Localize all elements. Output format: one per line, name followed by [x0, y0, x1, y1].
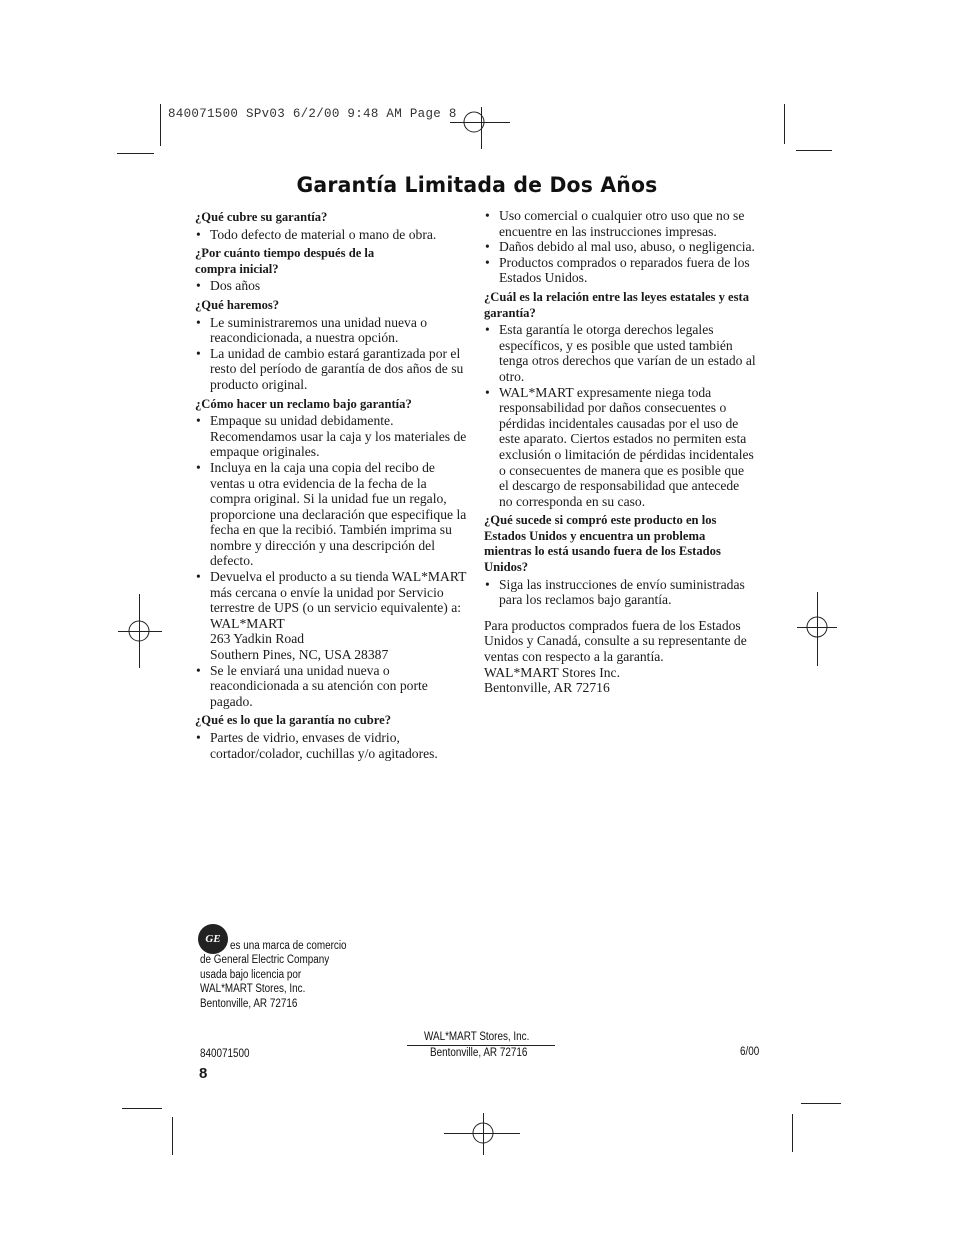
page-number: 8 [199, 1065, 208, 1082]
list-item: • Incluya en la caja una copia del recibo de ventas u otra evidencia de la fecha de la compra original. Si la unidad fue un regalo, proporcione una declaración que especifique la fecha en que la recibió. También imprima su nombre y dirección y una descripción del defecto. [195, 460, 467, 569]
page-title: Garantía Limitada de Dos Años [296, 173, 658, 197]
footer-city: Bentonville, AR 72716 [430, 1047, 528, 1059]
return-address [195, 616, 467, 663]
address-line: WAL*MART Stores Inc. [484, 664, 620, 680]
list-item: • Devuelva el producto a su tienda WAL*MART más cercana o envíe la unidad por Servicio terrestre de UPS (o un servicio equivalente) a: [195, 569, 467, 616]
section-heading: ¿Qué es lo que la garantía no cubre? [195, 713, 392, 728]
list-item: • Dos años [195, 278, 467, 294]
outside-us-paragraph: Para productos comprados fuera de los Estados Unidos y Canadá, consulte a su representante de ventas con respecto a la garantía. [484, 617, 747, 665]
trademark-line: es una marca de comercio [230, 940, 347, 952]
section-heading: ¿Qué haremos? [195, 297, 280, 312]
trademark-line: usada bajo licencia por [200, 968, 302, 981]
address-line: WAL*MART [210, 615, 285, 631]
section-heading: ¿Por cuánto tiempo después de la compra inicial? [195, 246, 375, 276]
section-not-covered [195, 713, 467, 761]
address-line: Southern Pines, NC, USA 28387 [210, 647, 389, 663]
trademark-line: WAL*MART Stores, Inc. [200, 983, 306, 995]
section-duration [195, 246, 467, 294]
list-item: • Productos comprados o reparados fuera de los Estados Unidos. [484, 255, 756, 286]
section-not-covered-continued [484, 208, 756, 286]
section-how-to-claim [195, 397, 467, 710]
section-heading: ¿Cuál es la relación entre las leyes estatales y esta garantía? [484, 289, 750, 320]
list-item: • Esta garantía le otorga derechos legales específicos, y es posible que usted también tenga otros derechos que varían de un estado al otro. [484, 322, 756, 384]
footer-date: 6/00 [740, 1046, 760, 1058]
trademark-text [200, 953, 329, 1011]
print-slug: 840071500 SPv03 6/2/00 9:48 AM Page 8 [168, 107, 457, 121]
list-item: • Todo defecto de material o mano de obra. [195, 227, 467, 243]
list-item: • Daños debido al mal uso, abuso, o negligencia. [484, 239, 756, 255]
list-item: • La unidad de cambio estará garantizada por el resto del período de garantía de dos años de su producto original. [195, 346, 467, 393]
list-item: • Uso comercial o cualquier otro uso que no se encuentre en las instrucciones impresas. [484, 208, 756, 239]
list-item: • Se le enviará una unidad nueva o reacondicionada a su atención con porte pagado. [195, 663, 467, 710]
section-coverage [195, 210, 467, 242]
left-column [195, 210, 467, 765]
section-heading: ¿Qué sucede si compró este producto en los Estados Unidos y encuentra un problema mientras lo está usando fuera de los Estados Unidos? [484, 513, 721, 575]
section-state-law [484, 290, 756, 509]
trademark-line: Bentonville, AR 72716 [200, 997, 298, 1010]
address-line: Bentonville, AR 72716 [484, 680, 610, 696]
right-column [484, 208, 756, 696]
trademark-line: de General Electric Company [200, 954, 330, 966]
list-item: • Siga las instrucciones de envío suministradas para los reclamos bajo garantía. [484, 577, 756, 608]
list-item: • Le suministraremos una unidad nueva o reacondicionada, a nuestra opción. [195, 315, 467, 346]
footer-company: WAL*MART Stores, Inc. [424, 1031, 530, 1043]
address-line: 263 Yadkin Road [210, 631, 305, 647]
ge-logo: GE [198, 924, 228, 954]
part-number: 840071500 [200, 1048, 250, 1060]
section-what-we-do [195, 298, 467, 393]
list-item: • WAL*MART expresamente niega toda responsabilidad por daños consecuentes o pérdidas incidentales causadas por el uso de este aparato. Ciertos estados no permiten esta exclusión o limitación de pérdidas incidentales o consecuentes de manera que es posible que el descargo de responsabilidad que antecede no corresponda en su caso. [484, 385, 756, 510]
section-outside-us [484, 513, 756, 608]
walmart-address [484, 665, 756, 696]
list-item: • Partes de vidrio, envases de vidrio, cortador/colador, cuchillas y/o agitadores. [195, 730, 467, 761]
list-item: • Empaque su unidad debidamente. Recomendamos usar la caja y los materiales de empaque originales. [195, 413, 467, 460]
section-heading: ¿Cómo hacer un reclamo bajo garantía? [195, 396, 412, 411]
section-heading: ¿Qué cubre su garantía? [195, 210, 328, 224]
